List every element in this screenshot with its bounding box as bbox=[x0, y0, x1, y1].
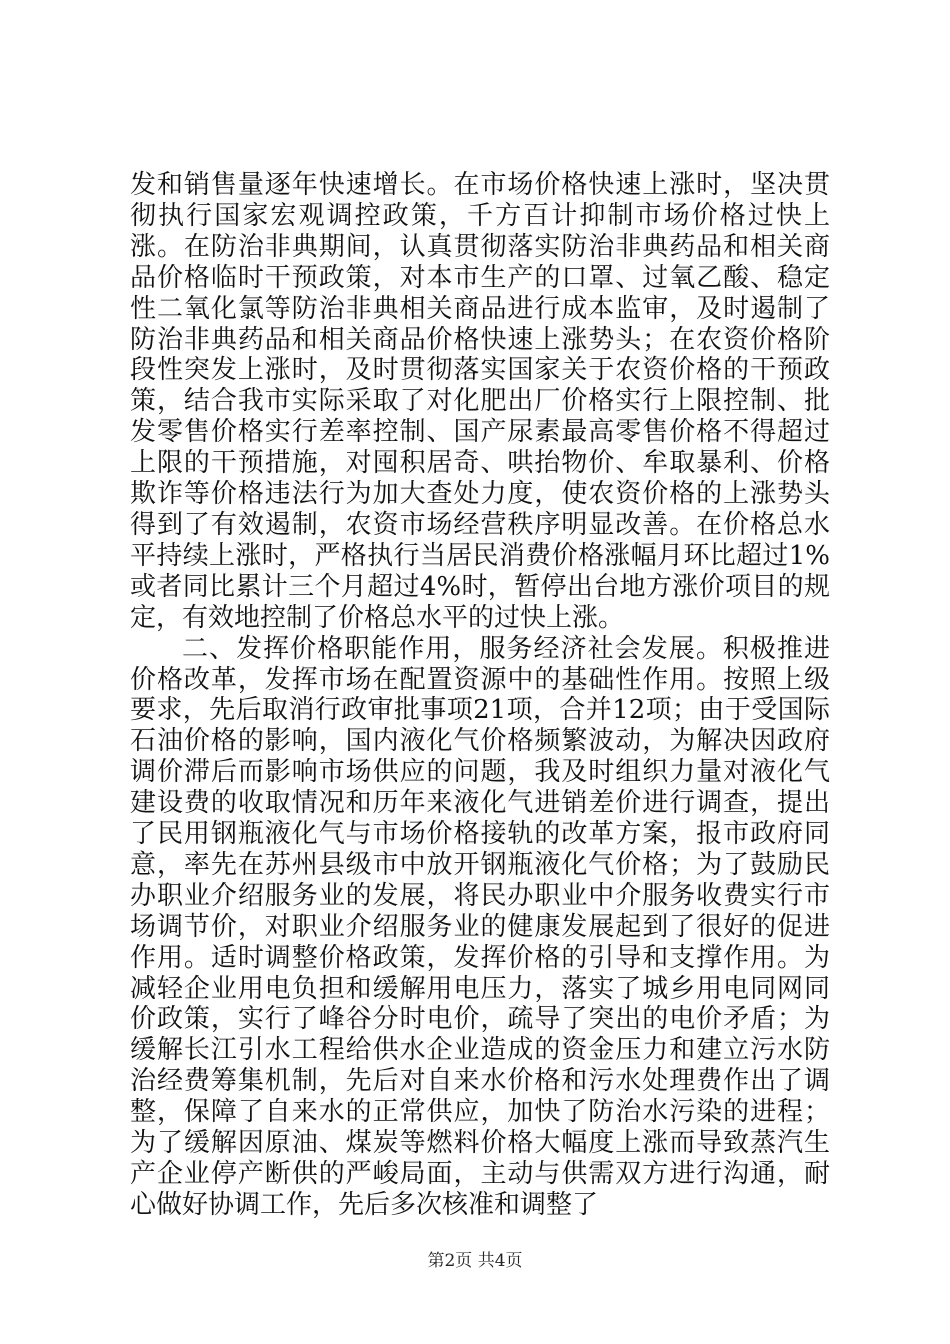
document-body bbox=[130, 170, 830, 1221]
page-number-footer: 第2页 共4页 bbox=[427, 1251, 523, 1271]
paragraph-1: 发和销售量逐年快速增长。在市场价格快速上涨时，坚决贯彻执行国家宏观调控政策，千方百计抑制市场价格过快上涨。在防治非典期间，认真贯彻落实防治非典药品和相关商品价格临时干预政策，对本市生产的口罩、过氧乙酸、稳定性二氧化氯等防治非典相关商品进行成本监审，及时遏制了防治非典药品和相关商品价格快速上涨势头；在农资价格阶段性突发上涨时，及时贯彻落实国家关于农资价格的干预政策，结合我市实际采取了对化肥出厂价格实行上限控制、批发零售价格实行差率控制、国产尿素最高零售价格不得超过上限的干预措施，对囤积居奇、哄抬物价、牟取暴利、价格欺诈等价格违法行为加大查处力度，使农资价格的上涨势头得到了有效遏制，农资市场经营秩序明显改善。在价格总水平持续上涨时，严格执行当居民消费价格涨幅月环比超过1%或者同比累计三个月超过4%时，暂停出台地方涨价项目的规定，有效地控制了价格总水平的过快上涨。 bbox=[130, 170, 830, 633]
paragraph-2-price-functions: 二、发挥价格职能作用，服务经济社会发展。积极推进价格改革，发挥市场在配置资源中的基础性作用。按照上级要求，先后取消行政审批事项21项，合并12项；由于受国际石油价格的影响，国内液化气价格频繁波动，为解决因政府调价滞后而影响市场供应的问题，我及时组织力量对液化气建设费的收取情况和历年来液化气进销差价进行调查，提出了民用钢瓶液化气与市场价格接轨的改革方案，报市政府同意，率先在苏州县级市中放开钢瓶液化气价格；为了鼓励民办职业介绍服务业的发展，将民办职业中介服务收费实行市场调节价，对职业介绍服务业的健康发展起到了很好的促进作用。适时调整价格政策，发挥价格的引导和支撑作用。为减轻企业用电负担和缓解用电压力，落实了城乡用电同网同价政策，实行了峰谷分时电价，疏导了突出的电价矛盾；为缓解长江引水工程给供水企业造成的资金压力和建立污水防治经费筹集机制，先后对自来水价格和污水处理费作出了调整，保障了自来水的正常供应，加快了防治水污染的进程；为了缓解因原油、煤炭等燃料价格大幅度上涨而导致蒸汽生产企业停产断供的严峻局面，主动与供需双方进行沟通，耐心做好协调工作，先后多次核准和调整了 bbox=[130, 633, 830, 1220]
